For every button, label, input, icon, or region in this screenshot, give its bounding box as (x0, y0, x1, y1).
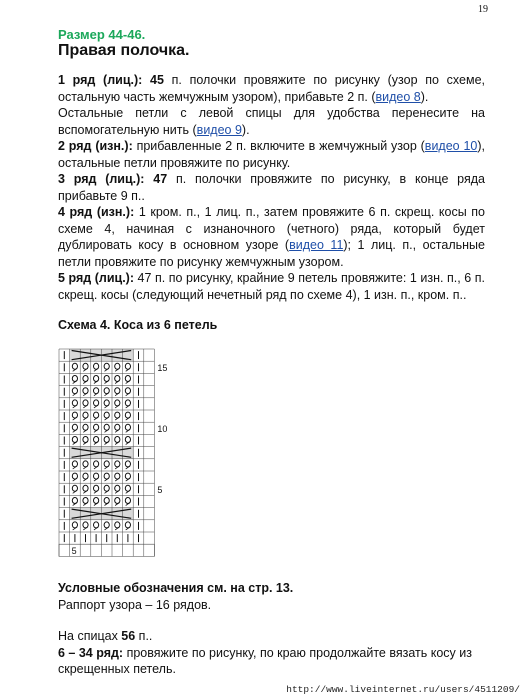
footer-url[interactable]: http://www.liveinternet.ru/users/4511209/ (286, 684, 520, 695)
row-3-text: п. полочки провяжите по рисунку, в конце ряда прибавьте 9 п.. (58, 172, 485, 203)
row-number-label: 15 (157, 362, 168, 373)
video-10-link[interactable]: видео 10 (424, 139, 478, 153)
row-5-paragraph (58, 270, 485, 303)
row-4-label: 4 ряд (изн.): (58, 205, 135, 219)
legend-line-1: Условные обозначения см. на стр. 13. (58, 581, 294, 595)
page-number: 19 (478, 4, 488, 15)
legend-line-3-post: п.. (135, 629, 153, 643)
row-4-tail: ); 1 лиц. п., остальные петли провяжите по рисунку жемчужным узором. (58, 238, 485, 269)
instructions-body (58, 72, 485, 303)
row-2-label: 2 ряд (изн.): (58, 139, 133, 153)
legend-line-3-num: 56 (121, 629, 136, 643)
knitting-chart-svg (57, 343, 197, 565)
row-3-label: 3 ряд (лиц.): (58, 172, 145, 186)
section-title: Правая полочка. (58, 42, 190, 59)
legend-line-3 (58, 628, 488, 645)
row-number-label: 10 (157, 423, 168, 434)
legend-line-2: Раппорт узора – 16 рядов. (58, 597, 212, 612)
knitting-chart (57, 343, 197, 570)
row-1-tail-2: ). (241, 122, 250, 137)
row-1-paragraph-2 (58, 105, 485, 138)
row-2-text: прибавленные 2 п. включите в жемчужный узор ( (132, 139, 425, 153)
row-4-text: 1 кром. п., 1 лиц. п., затем провяжите 6 п. скрещ. косы по схеме 4, начиная с изнаночного (четного) ряда, который будет дублировать косу в основном узоре ( (58, 205, 485, 252)
scheme-title: Схема 4. Коса из 6 петель (58, 318, 218, 332)
row-3-paragraph (58, 171, 485, 204)
row-3-count: 47 (153, 172, 168, 186)
video-8-link[interactable]: видео 8 (375, 89, 421, 104)
legend-line-4 (58, 645, 488, 678)
legend-line-4-text: провяжите по рисунку, по краю продолжайте вязать косу из скрещенных петель. (58, 645, 472, 676)
row-2-paragraph (58, 138, 485, 171)
row-1-count: 45 (150, 73, 164, 87)
video-11-link[interactable]: видео 11 (289, 238, 344, 252)
row-5-text: 47 п. по рисунку, крайние 9 петель провяжите: 1 изн. п., 6 п. скрещ. косы (следующий нечетный ряд по схеме 4), 1 изн. п., кром. п.. (58, 271, 485, 302)
row-1-label: 1 ряд (лиц.): (58, 73, 143, 87)
row-1-paragraph (58, 72, 485, 105)
video-9-link[interactable]: видео 9 (196, 122, 242, 137)
legend-line-3-pre: На спицах (58, 629, 122, 643)
row-2-tail: ), остальные петли провяжите по рисунку. (58, 139, 485, 170)
legend-line-4-label: 6 – 34 ряд: (58, 645, 124, 660)
row-1-text: п. полочки провяжите по рисунку (узор по схеме, остальную часть жемчужным узором), прибавьте 2 п. ( (58, 73, 485, 104)
row-1-tail: ). (420, 89, 429, 104)
row-1-text-2: Остальные петли с левой спицы для удобства перенесите на вспомогательную нить ( (58, 106, 485, 137)
row-number-label: 5 (157, 484, 163, 495)
column-number-label: 5 (71, 545, 77, 556)
row-5-label: 5 ряд (лиц.): (58, 271, 135, 285)
legend-block (58, 580, 488, 678)
size-title: Размер 44-46. (58, 27, 146, 42)
row-4-paragraph (58, 204, 485, 270)
